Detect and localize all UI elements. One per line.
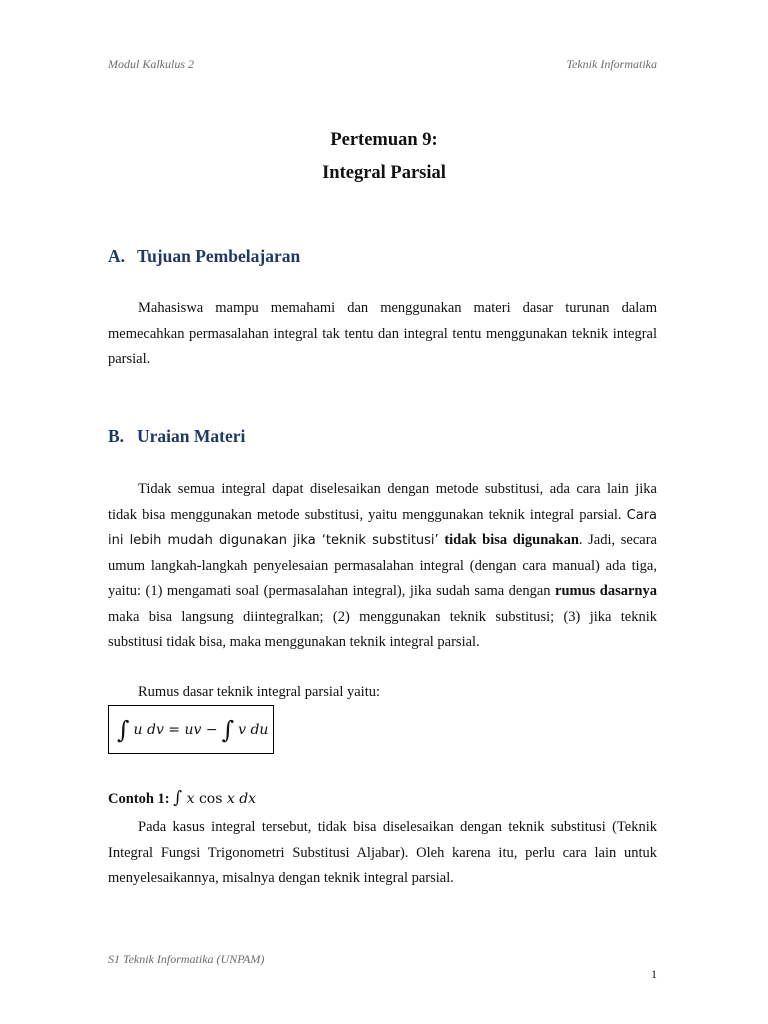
integral-sign-icon: ∫	[117, 715, 130, 744]
section-a-heading	[108, 246, 300, 267]
formula-box	[108, 705, 274, 754]
example-rest: x dx	[226, 791, 257, 807]
objective-text: Mahasiswa mampu memahami dan menggunakan materi dasar turunan dalam memecahkan permasalahan integral tak tentu dan integral tentu menggunakan teknik integral parsial.	[108, 300, 657, 367]
example-heading	[108, 788, 256, 808]
example-paragraph	[108, 815, 657, 892]
header-right: Teknik Informatika	[566, 57, 657, 71]
bold-text-1: tidak bisa digunakan	[444, 532, 579, 548]
formula-lhs: u dv = uv −	[133, 721, 218, 738]
section-a-paragraph	[108, 296, 657, 373]
section-b-paragraph	[108, 477, 657, 656]
body-text-1: Tidak semua integral dapat diselesaikan dengan metode substitusi, ada cara lain jika tidak bisa menggunakan metode substitusi, yaitu menggunakan teknik integral parsial.	[108, 481, 657, 523]
example-label: Contoh 1:	[108, 791, 170, 807]
header-left: Modul Kalkulus 2	[108, 57, 194, 71]
section-b-heading	[108, 426, 245, 447]
formula-intro-text: Rumus dasar teknik integral parsial yaitu:	[138, 684, 381, 700]
example-x: x	[186, 791, 195, 807]
section-b-number: B.	[108, 426, 125, 446]
bold-text-2: rumus dasarnya	[555, 583, 657, 599]
page-number: 1	[651, 967, 657, 981]
section-b-title: Uraian Materi	[137, 426, 246, 446]
section-a-title: Tujuan Pembelajaran	[137, 246, 301, 266]
handwritten-text: Cara ini lebih mudah digunakan jika ‘teknik substitusi’	[108, 507, 657, 548]
section-a-number: A.	[108, 246, 126, 266]
body-text-2: . Jadi, secara umum langkah-langkah penyelesaian permasalahan integral (dengan cara manual) ada tiga, yaitu: (1) mengamati soal (permasalahan integral), jika sudah sama dengan	[108, 532, 657, 599]
formula-rhs: v du	[238, 721, 269, 738]
example-text: Pada kasus integral tersebut, tidak bisa diselesaikan dengan teknik substitusi (Teknik Integral Fungsi Trigonometri Substitusi Aljabar). Oleh karena itu, perlu cara lain untuk menyelesaikannya, misalnya dengan teknik integral parsial.	[108, 819, 657, 886]
example-expression	[173, 788, 257, 808]
formula-intro	[108, 680, 657, 706]
example-cos: cos	[198, 791, 223, 807]
page-subtitle: Integral Parsial	[322, 163, 446, 183]
page-title: Pertemuan 9:	[330, 130, 438, 150]
integral-sign-icon: ∫	[221, 715, 235, 744]
body-text-3: maka bisa langsung diintegralkan; (2) menggunakan teknik substitusi; (3) jika teknik substitusi tidak bisa, maka menggunakan teknik integral parsial.	[108, 608, 657, 650]
footer-text: S1 Teknik Informatika (UNPAM)	[108, 952, 265, 966]
integral-sign-icon: ∫	[173, 788, 183, 808]
